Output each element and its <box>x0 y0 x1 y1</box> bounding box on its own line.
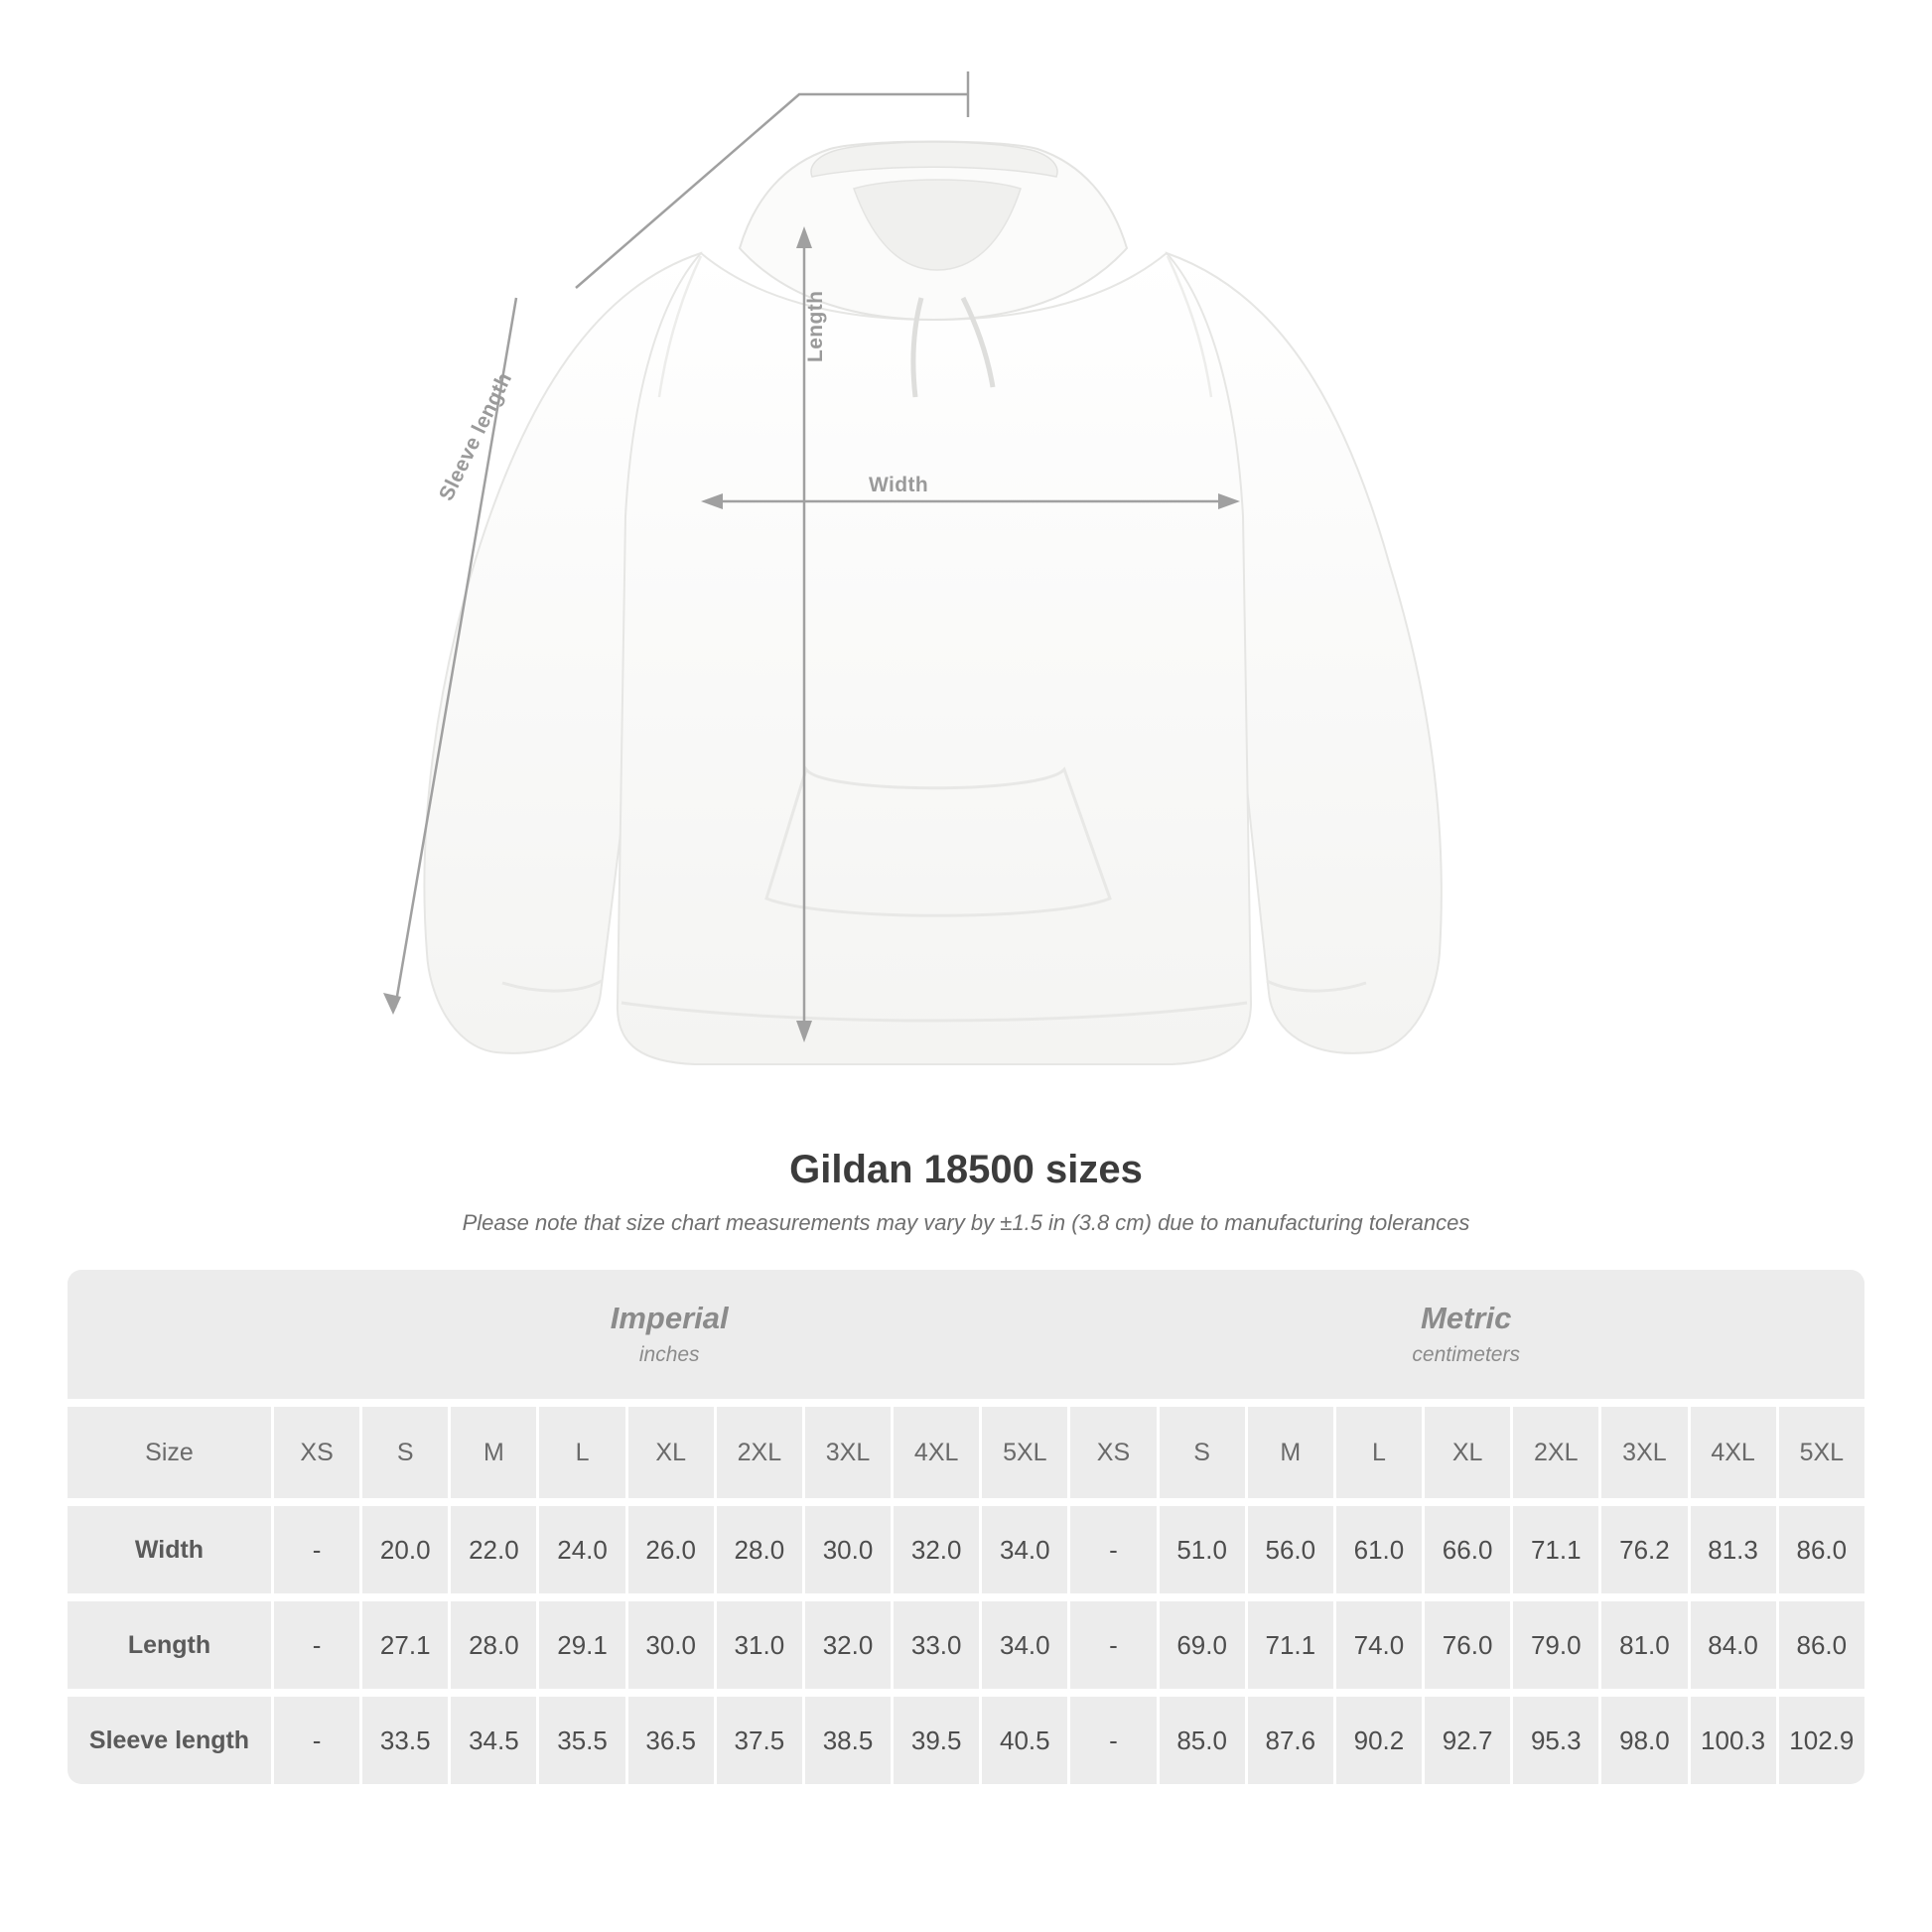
cell-value: 30.0 <box>822 1534 874 1565</box>
cell-sleeve-imperial-3xl <box>802 1697 891 1784</box>
size-header-row <box>68 1407 1864 1498</box>
cell-sleeve-metric-5xl <box>1776 1697 1864 1784</box>
row-gap-3 <box>68 1689 1864 1697</box>
size-text: 2XL <box>737 1438 782 1466</box>
size-header-imperial-4xl <box>891 1407 979 1498</box>
size-header-imperial-3xl <box>802 1407 891 1498</box>
row-label-text: Length <box>127 1630 211 1659</box>
size-text: XL <box>1451 1438 1483 1466</box>
cell-sleeve-imperial-2xl <box>714 1697 802 1784</box>
size-header-metric-m <box>1245 1407 1333 1498</box>
cell-sleeve-imperial-s <box>359 1697 448 1784</box>
cell-length-metric-m <box>1245 1601 1333 1689</box>
cell-value: 32.0 <box>910 1534 962 1565</box>
cell-width-imperial-5xl <box>979 1506 1067 1593</box>
cell-value: 61.0 <box>1353 1534 1405 1565</box>
cell-length-imperial-xs <box>271 1601 359 1689</box>
cell-value: 29.1 <box>557 1629 608 1660</box>
cell-value: 98.0 <box>1619 1725 1670 1755</box>
cell-value: 24.0 <box>557 1534 608 1565</box>
cell-value: 81.0 <box>1619 1629 1670 1660</box>
cell-sleeve-metric-3xl <box>1598 1697 1687 1784</box>
cell-value: - <box>312 1629 322 1660</box>
width-dimension-label: Width <box>869 474 929 496</box>
size-text: L <box>575 1438 590 1466</box>
cell-value: 71.1 <box>1265 1629 1316 1660</box>
size-text: 3XL <box>1622 1438 1667 1466</box>
cell-value: 34.0 <box>1000 1534 1050 1565</box>
cell-value: 28.0 <box>469 1629 519 1660</box>
size-header-imperial-xl <box>625 1407 714 1498</box>
unit-header-empty <box>68 1270 271 1399</box>
row-gap-1 <box>68 1498 1864 1506</box>
cell-width-imperial-l <box>536 1506 624 1593</box>
cell-value: 86.0 <box>1796 1534 1848 1565</box>
size-text: L <box>1372 1438 1386 1466</box>
cell-value: - <box>312 1534 322 1565</box>
cell-value: 69.0 <box>1176 1629 1227 1660</box>
size-text: S <box>396 1438 414 1466</box>
size-header-imperial-l <box>536 1407 624 1498</box>
size-text: M <box>483 1438 504 1466</box>
cell-value: 92.7 <box>1442 1725 1493 1755</box>
page-title: Gildan 18500 sizes <box>789 1148 1143 1191</box>
cell-length-metric-xl <box>1422 1601 1510 1689</box>
cell-value: 56.0 <box>1265 1534 1316 1565</box>
size-text: 4XL <box>1711 1438 1755 1466</box>
cell-value: 40.5 <box>1000 1725 1050 1755</box>
cell-value: 33.0 <box>910 1629 962 1660</box>
cell-sleeve-metric-xs <box>1067 1697 1156 1784</box>
cell-value: 30.0 <box>645 1629 696 1660</box>
cell-sleeve-imperial-4xl <box>891 1697 979 1784</box>
cell-value: - <box>1109 1725 1118 1755</box>
cell-value: 71.1 <box>1530 1534 1582 1565</box>
cell-sleeve-imperial-m <box>448 1697 536 1784</box>
row-label-text: Width <box>134 1535 205 1564</box>
cell-value: 32.0 <box>822 1629 874 1660</box>
row-label-width <box>68 1506 271 1593</box>
table-row <box>68 1506 1864 1593</box>
size-text: M <box>1280 1438 1302 1466</box>
cell-sleeve-metric-m <box>1245 1697 1333 1784</box>
cell-value: 66.0 <box>1442 1534 1493 1565</box>
size-header-metric-2xl <box>1510 1407 1598 1498</box>
size-header-text: Size <box>145 1438 194 1466</box>
cell-value: 38.5 <box>822 1725 874 1755</box>
cell-length-metric-3xl <box>1598 1601 1687 1689</box>
cell-value: - <box>312 1725 322 1755</box>
header-gap-cell <box>68 1399 1864 1407</box>
cell-sleeve-metric-xl <box>1422 1697 1510 1784</box>
size-text: 3XL <box>825 1438 871 1466</box>
unit-name-imperial: Imperial <box>610 1300 729 1335</box>
size-header-label <box>68 1407 271 1498</box>
unit-header-imperial <box>271 1270 1067 1399</box>
cell-value: 84.0 <box>1708 1629 1758 1660</box>
cell-sleeve-metric-l <box>1333 1697 1422 1784</box>
row-gap-2 <box>68 1593 1864 1601</box>
cell-length-metric-4xl <box>1688 1601 1776 1689</box>
cell-width-imperial-xl <box>625 1506 714 1593</box>
cell-length-imperial-s <box>359 1601 448 1689</box>
cell-value: 33.5 <box>379 1725 431 1755</box>
size-table <box>68 1270 1864 1784</box>
cell-value: 26.0 <box>645 1534 696 1565</box>
cell-width-metric-m <box>1245 1506 1333 1593</box>
cell-value: 95.3 <box>1530 1725 1582 1755</box>
cell-length-metric-2xl <box>1510 1601 1598 1689</box>
cell-length-imperial-5xl <box>979 1601 1067 1689</box>
cell-value: 37.5 <box>734 1725 785 1755</box>
cell-value: 100.3 <box>1701 1725 1766 1755</box>
cell-width-imperial-4xl <box>891 1506 979 1593</box>
size-text: S <box>1193 1438 1210 1466</box>
cell-value: 79.0 <box>1530 1629 1582 1660</box>
cell-width-metric-2xl <box>1510 1506 1598 1593</box>
unit-header-row <box>68 1270 1864 1399</box>
cell-width-metric-l <box>1333 1506 1422 1593</box>
cell-length-metric-5xl <box>1776 1601 1864 1689</box>
length-dimension-label: Length <box>804 290 827 362</box>
cell-value: 85.0 <box>1176 1725 1227 1755</box>
cell-length-imperial-4xl <box>891 1601 979 1689</box>
cell-width-metric-4xl <box>1688 1506 1776 1593</box>
size-header-metric-s <box>1157 1407 1245 1498</box>
cell-sleeve-metric-s <box>1157 1697 1245 1784</box>
size-text: 5XL <box>1799 1438 1845 1466</box>
size-text: XS <box>1096 1438 1131 1466</box>
row-label-text: Sleeve length <box>88 1725 250 1754</box>
size-header-metric-5xl <box>1776 1407 1864 1498</box>
size-header-metric-4xl <box>1688 1407 1776 1498</box>
size-text: 4XL <box>913 1438 959 1466</box>
size-header-metric-l <box>1333 1407 1422 1498</box>
cell-value: - <box>1109 1629 1118 1660</box>
size-header-imperial-s <box>359 1407 448 1498</box>
size-header-metric-3xl <box>1598 1407 1687 1498</box>
cell-value: 28.0 <box>734 1534 785 1565</box>
cell-width-metric-s <box>1157 1506 1245 1593</box>
size-header-imperial-m <box>448 1407 536 1498</box>
cell-value: 31.0 <box>734 1629 785 1660</box>
cell-value: 22.0 <box>469 1534 519 1565</box>
cell-width-imperial-s <box>359 1506 448 1593</box>
cell-length-imperial-2xl <box>714 1601 802 1689</box>
size-text: 5XL <box>1003 1438 1047 1466</box>
unit-sub-imperial: inches <box>638 1343 700 1367</box>
table-row <box>68 1601 1864 1689</box>
hoodie-shape <box>424 142 1441 1065</box>
unit-sub-metric: centimeters <box>1412 1343 1520 1367</box>
tolerance-note: Please note that size chart measurements may vary by ±1.5 in (3.8 cm) due to manufacturing tolerances <box>462 1210 1470 1235</box>
row-gap-cell <box>68 1593 1864 1601</box>
cell-width-metric-5xl <box>1776 1506 1864 1593</box>
cell-width-imperial-2xl <box>714 1506 802 1593</box>
cell-value: 51.0 <box>1176 1534 1227 1565</box>
cell-sleeve-metric-4xl <box>1688 1697 1776 1784</box>
header-gap-row <box>68 1399 1864 1407</box>
cell-value: 86.0 <box>1796 1629 1848 1660</box>
cell-length-metric-l <box>1333 1601 1422 1689</box>
cell-value: - <box>1109 1534 1118 1565</box>
cell-value: 76.0 <box>1442 1629 1493 1660</box>
cell-value: 35.5 <box>557 1725 608 1755</box>
cell-value: 81.3 <box>1708 1534 1758 1565</box>
cell-width-imperial-xs <box>271 1506 359 1593</box>
cell-value: 36.5 <box>645 1725 696 1755</box>
cell-sleeve-imperial-xl <box>625 1697 714 1784</box>
cell-length-metric-xs <box>1067 1601 1156 1689</box>
row-gap-cell <box>68 1689 1864 1697</box>
size-text: XS <box>300 1438 334 1466</box>
cell-width-imperial-m <box>448 1506 536 1593</box>
cell-length-imperial-xl <box>625 1601 714 1689</box>
size-header-metric-xl <box>1422 1407 1510 1498</box>
size-text: XL <box>655 1438 686 1466</box>
cell-width-metric-xs <box>1067 1506 1156 1593</box>
title-block <box>0 1148 1932 1236</box>
size-header-metric-xs <box>1067 1407 1156 1498</box>
cell-value: 76.2 <box>1619 1534 1670 1565</box>
row-gap-cell <box>68 1498 1864 1506</box>
cell-width-metric-xl <box>1422 1506 1510 1593</box>
size-table-wrapper <box>68 1270 1864 1784</box>
size-header-imperial-xs <box>271 1407 359 1498</box>
cell-value: 39.5 <box>910 1725 962 1755</box>
cell-value: 34.5 <box>469 1725 519 1755</box>
cell-value: 20.0 <box>379 1534 431 1565</box>
cell-sleeve-metric-2xl <box>1510 1697 1598 1784</box>
cell-value: 34.0 <box>1000 1629 1050 1660</box>
sleeve-length-dimension-label: Sleeve length <box>435 368 517 505</box>
unit-name-metric: Metric <box>1421 1300 1512 1335</box>
cell-value: 87.6 <box>1265 1725 1316 1755</box>
unit-header-metric <box>1067 1270 1864 1399</box>
cell-value: 90.2 <box>1353 1725 1405 1755</box>
cell-sleeve-imperial-5xl <box>979 1697 1067 1784</box>
table-row <box>68 1697 1864 1784</box>
cell-length-imperial-3xl <box>802 1601 891 1689</box>
size-header-imperial-5xl <box>979 1407 1067 1498</box>
size-header-imperial-2xl <box>714 1407 802 1498</box>
size-text: 2XL <box>1534 1438 1579 1466</box>
row-label-sleeve-length <box>68 1697 271 1784</box>
cell-width-metric-3xl <box>1598 1506 1687 1593</box>
cell-width-imperial-3xl <box>802 1506 891 1593</box>
cell-length-imperial-m <box>448 1601 536 1689</box>
cell-sleeve-imperial-xs <box>271 1697 359 1784</box>
cell-length-imperial-l <box>536 1601 624 1689</box>
cell-sleeve-imperial-l <box>536 1697 624 1784</box>
cell-value: 27.1 <box>379 1629 431 1660</box>
row-label-length <box>68 1601 271 1689</box>
cell-value: 74.0 <box>1353 1629 1405 1660</box>
cell-value: 102.9 <box>1789 1725 1855 1755</box>
cell-length-metric-s <box>1157 1601 1245 1689</box>
